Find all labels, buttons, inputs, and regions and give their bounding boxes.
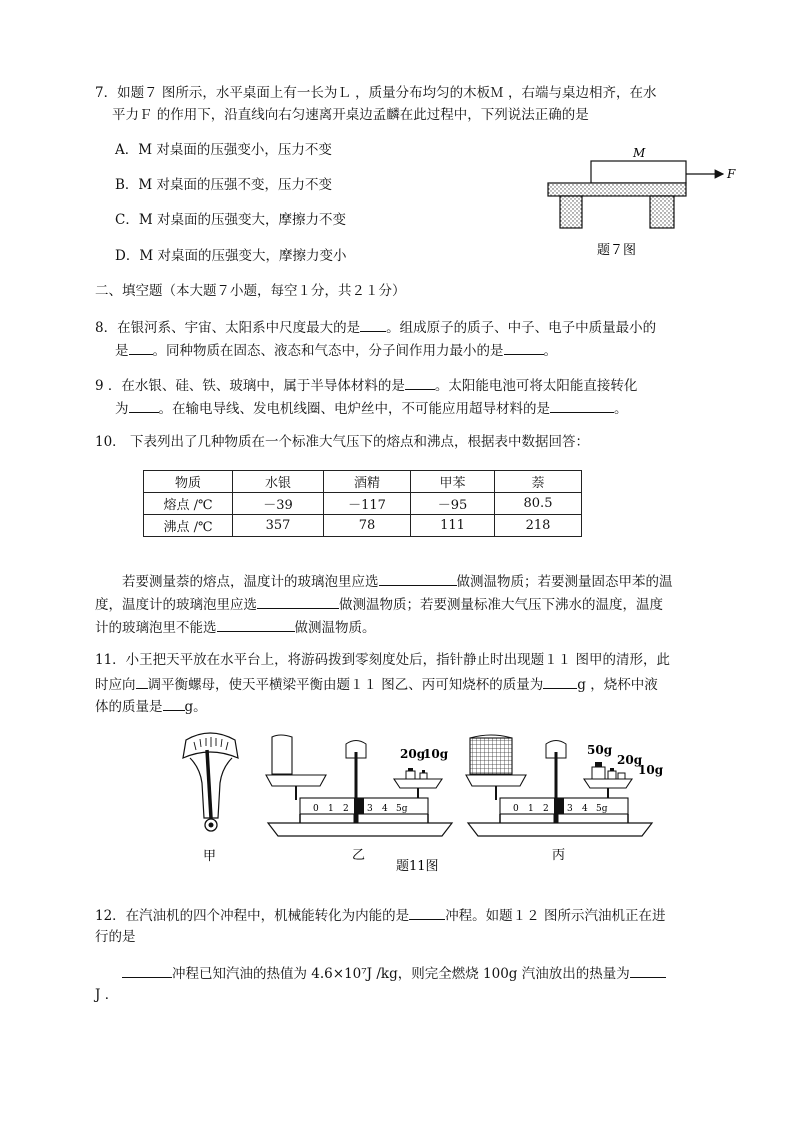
table-row [144, 515, 582, 537]
q10-text-3a: 计的玻璃泡里不能选 [95, 620, 217, 636]
q7-line2: 平力Ｆ 的作用下，沿直线向右匀速离开桌边孟麟在此过程中，下列说法正确的是 [112, 107, 589, 123]
q10-text-2b: 做测温物质；若要测量标准大气压下沸水的温度，温度 [339, 597, 663, 613]
table-row [144, 493, 582, 515]
q12-line3 [122, 963, 666, 983]
q7-option-c: C．M 对桌面的压强变大，摩擦力不变 [115, 212, 346, 228]
bing-scale-1: 1 [528, 804, 534, 814]
q7-option-a: A．M 对桌面的压强变小，压力不变 [115, 142, 332, 158]
q9-text-a: 9 ．在水银、硅、铁、玻璃中，属于半导体材料的是 [95, 378, 405, 394]
table-cell: 78 [324, 515, 411, 537]
section-2-heading: 二、填空题（本大题７小题，每空１分，共２１分） [95, 283, 406, 299]
figure-11-caption: 题11图 [396, 859, 439, 874]
figure-bing-label: 丙 [552, 848, 566, 863]
table-header-cell: 甲苯 [411, 471, 495, 493]
q9-line1 [95, 375, 637, 395]
q7-line1: 7．如题７ 图所示，水平桌面上有一长为Ｌ ，质量分布均匀的木板Ｍ ，右端与桌边相齐，在水 [95, 85, 657, 101]
q10-para-line2 [95, 594, 663, 614]
q11-text-3b: g。 [184, 699, 207, 715]
q8-blank-1[interactable] [360, 317, 386, 332]
yi-scale-5g: 5g [396, 804, 408, 814]
q12-blank-2[interactable] [122, 963, 172, 978]
q8-line1 [95, 317, 656, 337]
table-cell: 111 [411, 515, 495, 537]
bing-weight-20g: 20g [617, 753, 643, 767]
yi-scale-4: 4 [382, 804, 388, 814]
q9-text-d: 。在输电导线、发电机线圈、电炉丝中，不可能应用超导材料的是 [158, 401, 550, 417]
q8-text-b: 。组成原子的质子、中子、电子中质量最小的 [386, 320, 657, 336]
yi-weight-10g: 10g [423, 747, 449, 761]
bing-weight-50g: 50g [587, 743, 613, 757]
table-header-cell: 物质 [144, 471, 233, 493]
q12-line2: 行的是 [95, 929, 136, 945]
q12-line1 [95, 905, 665, 925]
yi-weight-20g: 20g [400, 747, 426, 761]
bing-weight-10g: 10g [638, 763, 664, 777]
q11-text-2a: 时应向 [95, 677, 136, 693]
bing-scale-3: 3 [567, 804, 573, 814]
q11-line2 [95, 674, 658, 694]
figure-jia-gauge [183, 733, 238, 831]
q8-text-d: 。同种物质在固态、液态和气态中，分子间作用力最小的是 [152, 343, 504, 359]
table-cell: －117 [324, 493, 411, 515]
table-leg-right [650, 196, 674, 228]
figure-11 [180, 728, 664, 878]
gauge-pointer [207, 750, 211, 818]
q9-text-e: 。 [614, 401, 628, 417]
figure-jia-label: 甲 [203, 849, 217, 864]
table-cell: 沸点 /℃ [144, 515, 233, 537]
figure-7 [540, 140, 750, 265]
q7-option-b: B．M 对桌面的压强不变，压力不变 [115, 177, 333, 193]
board-m [591, 161, 686, 183]
table-cell: －95 [411, 493, 495, 515]
q10-text-1b: 做测温物质；若要测量固态甲苯的温 [456, 574, 673, 590]
q10-para-line1 [122, 571, 673, 591]
q10-blank-1[interactable] [379, 571, 457, 586]
table-top [548, 183, 686, 196]
figure-bing-balance [466, 735, 652, 836]
yi-scale-2: 2 [343, 804, 349, 814]
q12-text-1a: 12．在汽油机的四个冲程中，机械能转化为内能的是 [95, 908, 410, 924]
q10-blank-2[interactable] [257, 594, 339, 609]
q12-line4: J ． [95, 987, 119, 1003]
board-label: M [633, 146, 646, 160]
q11-text-2c: g ，烧杯中液 [577, 677, 658, 693]
yi-scale-1: 1 [328, 804, 334, 814]
bing-scale-4: 4 [582, 804, 588, 814]
table-cell: 80.5 [495, 493, 582, 515]
q8-text-c: 是 [115, 343, 129, 359]
table-cell: －39 [233, 493, 324, 515]
figure-7-caption: 题７图 [597, 243, 637, 258]
q8-blank-3[interactable] [504, 340, 544, 355]
q9-text-c: 为 [115, 401, 129, 417]
q11-blank-2[interactable] [543, 674, 577, 689]
q8-text-a: 8．在银河系、宇宙、太阳系中尺度最大的是 [95, 320, 361, 336]
q11-line3 [95, 696, 207, 716]
q9-text-b: 。太阳能电池可将太阳能直接转化 [434, 378, 638, 394]
force-label: F [727, 167, 736, 181]
melting-boiling-table [143, 470, 582, 537]
q11-blank-3[interactable] [163, 696, 185, 711]
figure-yi-label: 乙 [352, 848, 366, 863]
table-header-cell: 水银 [233, 471, 324, 493]
q11-blank-1[interactable] [136, 674, 148, 689]
q9-blank-3[interactable] [550, 398, 614, 413]
table-header-cell: 酒精 [324, 471, 411, 493]
q11-text-3a: 体的质量是 [95, 699, 163, 715]
table-cell: 熔点 /℃ [144, 493, 233, 515]
q11-line1: 11．小王把天平放在水平台上，将游码拨到零刻度处后，指针静止时出现题１１ 图甲的清形，此 [95, 652, 670, 668]
q12-blank-1[interactable] [409, 905, 445, 920]
table-header-row [144, 471, 582, 493]
bing-scale-5g: 5g [596, 804, 608, 814]
q9-blank-2[interactable] [129, 398, 159, 413]
q9-line2 [115, 398, 628, 418]
table-cell: 357 [233, 515, 324, 537]
q12-text-1b: 冲程。如题１２ 图所示汽油机正在进 [445, 908, 666, 924]
q12-text-3a: 冲程已知汽油的热值为 4.6×10⁷J /kg，则完全燃烧 100g 汽油放出的热量为 [172, 966, 630, 982]
table-cell: 218 [495, 515, 582, 537]
yi-scale-3: 3 [367, 804, 373, 814]
table-leg-left [560, 196, 582, 228]
q10-text-1a: 若要测量萘的熔点，温度计的玻璃泡里应选 [122, 574, 379, 590]
q7-option-d: D．M 对桌面的压强变大，摩擦力变小 [115, 248, 347, 264]
q9-blank-1[interactable] [405, 375, 435, 390]
q12-blank-3[interactable] [630, 963, 666, 978]
q10-para-line3 [95, 617, 376, 637]
q8-line2 [115, 340, 557, 360]
q8-blank-2[interactable] [129, 340, 153, 355]
q8-text-e: 。 [543, 343, 557, 359]
q10-text-3b: 做测温物质。 [294, 620, 376, 636]
q10-blank-3[interactable] [217, 617, 295, 632]
q10-text-2a: 度，温度计的玻璃泡里应选 [95, 597, 257, 613]
q10-intro: 10． 下表列出了几种物质在一个标准大气压下的熔点和沸点，根据表中数据回答： [95, 434, 589, 450]
q11-text-2b: 调平衡螺母，使天平横梁平衡由题１１ 图乙、丙可知烧杯的质量为 [147, 677, 544, 693]
table-header-cell: 萘 [495, 471, 582, 493]
yi-scale-0: 0 [313, 804, 319, 814]
bing-scale-2: 2 [543, 804, 549, 814]
bing-scale-0: 0 [513, 804, 519, 814]
